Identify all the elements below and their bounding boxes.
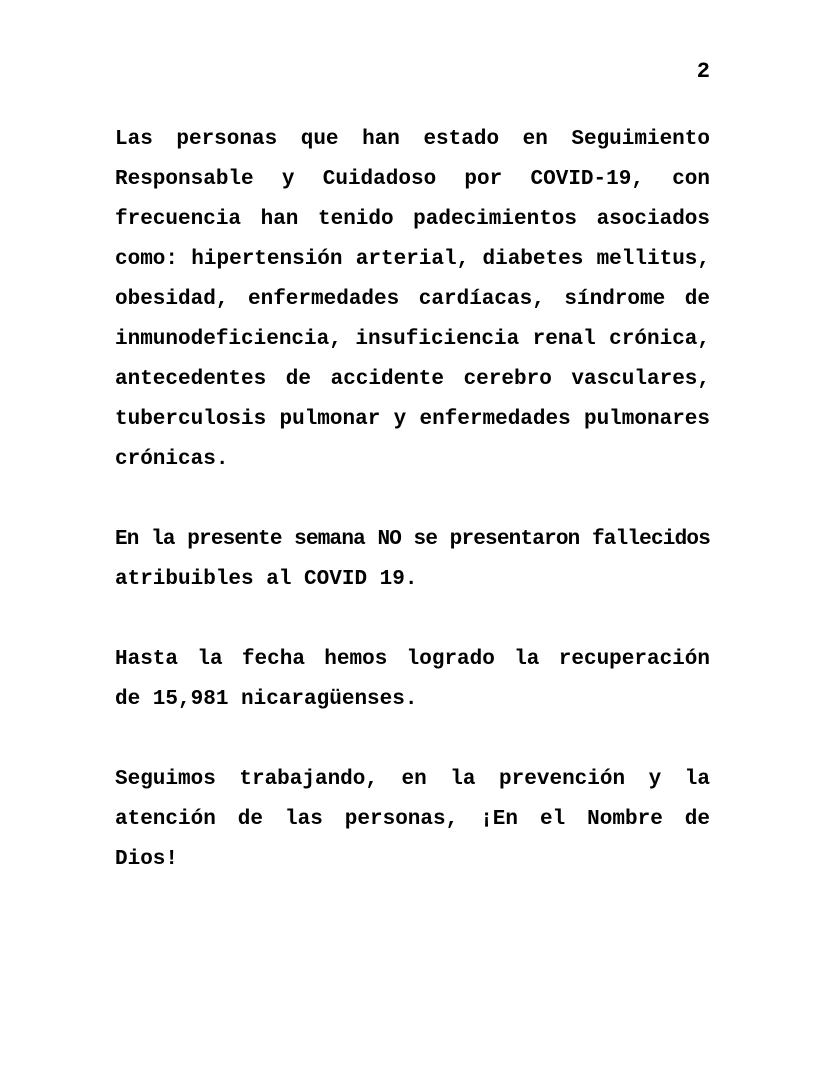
paragraph — [115, 760, 710, 880]
text-line: obesidad, enfermedades cardíacas, síndrome de — [115, 288, 710, 311]
text-line: atribuibles al COVID 19. — [115, 568, 418, 591]
text-line: frecuencia han tenido padecimientos asociados — [115, 208, 710, 231]
paragraph — [115, 520, 710, 600]
text-line: Seguimos trabajando, en la prevención y la — [115, 768, 710, 791]
text-line: Hasta la fecha hemos logrado la recuperación — [115, 648, 710, 671]
text-line: inmunodeficiencia, insuficiencia renal crónica, — [115, 328, 710, 351]
text-line: Responsable y Cuidadoso por COVID-19, con — [115, 168, 710, 191]
text-line: atención de las personas, ¡En el Nombre de — [115, 808, 710, 831]
paragraph — [115, 120, 710, 480]
text-line: de 15,981 nicaragüenses. — [115, 688, 418, 711]
document-body — [115, 120, 710, 920]
text-line: crónicas. — [115, 448, 229, 471]
text-line: Las personas que han estado en Seguimiento — [115, 128, 710, 151]
paragraph — [115, 640, 710, 720]
text-line: Dios! — [115, 848, 179, 871]
text-line: antecedentes de accidente cerebro vasculares, — [115, 368, 710, 391]
text-line: En la presente semana NO se presentaron fallecidos — [115, 528, 710, 551]
page-number: 2 — [696, 59, 710, 84]
text-line: como: hipertensión arterial, diabetes mellitus, — [115, 248, 710, 271]
text-line: tuberculosis pulmonar y enfermedades pulmonares — [115, 408, 710, 431]
